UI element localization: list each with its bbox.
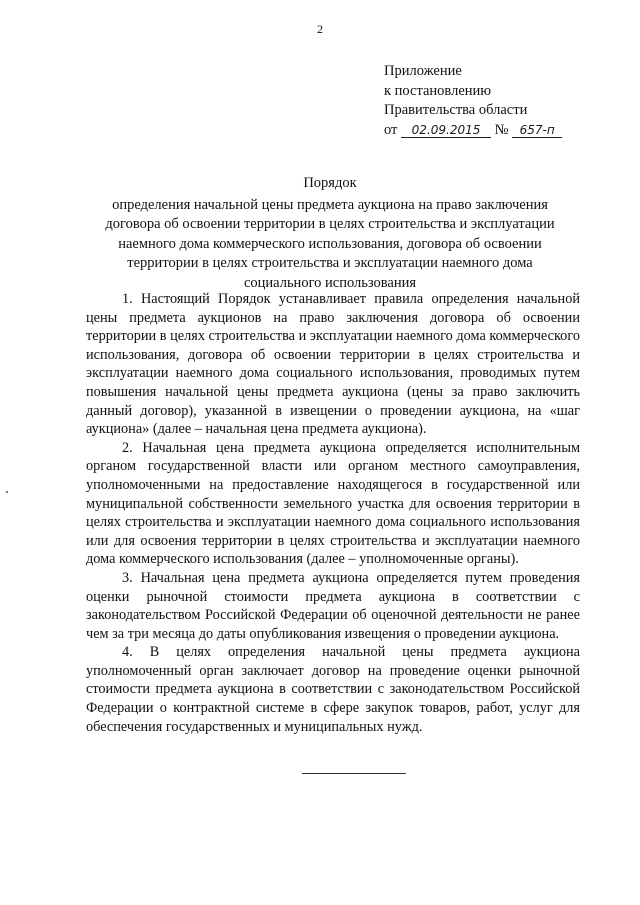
title-line-5: социального использования — [243, 274, 417, 291]
title-line-2: договора об освоении территории в целях строительства и эксплуатации — [105, 216, 555, 232]
title-line-4: территории в целях строительства и эксплуатации наемного дома — [127, 255, 533, 271]
title-line-3: наемного дома коммерческого использования, договора об освоении — [118, 235, 542, 252]
paragraph-2: 2. Начальная цена предмета аукциона определяется исполнительным органом государственной власти или органом местного самоуправления, уполномоченными на предоставление находящегося в государственной или муниципальной собственности земельного участка для освоения территории в целях строительства и эксплуатации наемного дома социального использования или для освоения территории в целях строительства и эксплуатации наемного дома коммерческого использования (далее – уполномоченные органы). — [86, 439, 580, 568]
number-label: № — [494, 121, 509, 138]
closing-separator-line — [302, 773, 406, 774]
paragraph-3: 3. Начальная цена предмета аукциона определяется путем проведения оценки рыночной стоимости предмета аукциона в соответствии с законодательством Российской Федерации об оценочной деятельности не ранее чем за три месяца до даты опубликования извещения о проведении аукциона. — [86, 569, 580, 642]
page-number: 2 — [317, 22, 323, 36]
handwritten-number: 657-п — [512, 123, 562, 138]
document-body — [86, 290, 580, 736]
scan-margin-mark — [6, 491, 8, 493]
appendix-line-3: Правительства области — [384, 102, 528, 118]
title-heading: Порядок — [303, 175, 357, 191]
appendix-line-2: к постановлению — [384, 82, 492, 99]
appendix-block — [384, 62, 562, 140]
from-label: от — [384, 121, 398, 138]
handwritten-date: 02.09.2015 — [401, 123, 491, 138]
appendix-date-line — [384, 121, 562, 141]
paragraph-4: 4. В целях определения начальной цены предмета аукциона уполномоченный орган заключает договор на проведение оценки рыночной стоимости предмета аукциона в соответствии с законодательством Российской Федерации о контрактной системе в сфере закупок товаров, работ, услуг для обеспечения государственных и муниципальных нужд. — [86, 644, 580, 735]
paragraph-1: 1. Настоящий Порядок устанавливает правила определения начальной цены предмета аукционов на право заключения договора об освоении территории в целях строительства и эксплуатации наемного дома коммерческого использования, договора об освоении территории в целях строительства и эксплуатации наемного дома социального использования, проводимых путем повышения начальной цены предмета аукциона (цены за право заключить данный договор), указанной в извещении о проведении аукциона, на «шаг аукциона» (далее – начальная цена предмета аукциона). — [86, 291, 580, 438]
appendix-line-1: Приложение — [384, 63, 462, 79]
title-line-1: определения начальной цены предмета аукциона на право заключения — [112, 196, 548, 213]
document-title — [80, 174, 580, 293]
